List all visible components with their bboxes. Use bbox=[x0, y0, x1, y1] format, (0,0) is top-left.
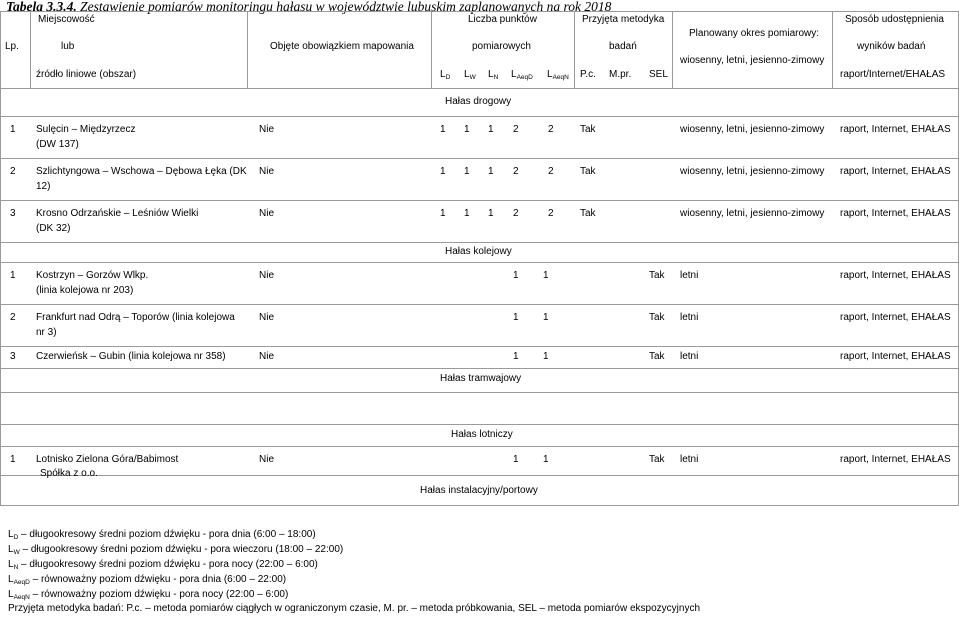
rail-row-1-place-1: Kostrzyn – Gorzów Wlkp. bbox=[36, 270, 149, 281]
col-laeqd: $L_{AeqD}$ bbox=[511, 69, 533, 81]
road-row-3-share: raport, Internet, EHAŁAS bbox=[840, 208, 951, 219]
road-row-3-ln: 1 bbox=[488, 208, 494, 219]
road-row-1-lp: 1 bbox=[10, 124, 16, 135]
road-row-3-lw: 1 bbox=[464, 208, 470, 219]
rail-row-1-laeqd: 1 bbox=[513, 270, 519, 281]
road-row-1-place-1: Sulęcin – Międzyrzecz bbox=[36, 124, 136, 135]
road-row-3-pc: Tak bbox=[580, 208, 596, 219]
header-okres-2: wiosenny, letni, jesienno-zimowy bbox=[680, 55, 825, 66]
road-row-1-share: raport, Internet, EHAŁAS bbox=[840, 124, 951, 135]
legend-method: Przyjęta metodyka badań: P.c. – metoda pomiarów ciągłych w ograniczonym czasie, M. pr. – metoda próbkowania, SEL – metoda pomiarów ekspozycyjnych bbox=[8, 603, 701, 614]
rail-row-1-share: raport, Internet, EHAŁAS bbox=[840, 270, 951, 281]
col-pc: P.c. bbox=[580, 69, 596, 80]
road-row-1-ln: 1 bbox=[488, 124, 494, 135]
section-instalacyjny: Hałas instalacyjny/portowy bbox=[420, 485, 538, 496]
col-ld: $L_D$ bbox=[440, 69, 451, 81]
header-metodyka-1: Przyjęta metodyka bbox=[582, 14, 665, 25]
road-row-3-laeqd: 2 bbox=[513, 208, 519, 219]
road-row-3-place-2: (DK 32) bbox=[36, 223, 71, 234]
road-row-2-ln: 1 bbox=[488, 166, 494, 177]
road-row-2-share: raport, Internet, EHAŁAS bbox=[840, 166, 951, 177]
rail-row-3-pc: Tak bbox=[649, 351, 665, 362]
rail-row-3-place-1: Czerwieńsk – Gubin (linia kolejowa nr 358) bbox=[36, 351, 226, 362]
rail-row-1-place-2: (linia kolejowa nr 203) bbox=[36, 285, 134, 296]
road-row-3-ld: 1 bbox=[440, 208, 446, 219]
rail-row-1-period: letni bbox=[680, 270, 699, 281]
header-metodyka-2: badań bbox=[609, 41, 637, 52]
road-row-2-map: Nie bbox=[259, 166, 275, 177]
header-liczba-1: Liczba punktów bbox=[468, 14, 537, 25]
rail-row-3-map: Nie bbox=[259, 351, 275, 362]
col-ln: $L_N$ bbox=[488, 69, 499, 81]
rail-row-2-pc: Tak bbox=[649, 312, 665, 323]
rail-row-1-pc: Tak bbox=[649, 270, 665, 281]
header-sposob-2: wyników badań bbox=[857, 41, 926, 52]
section-drogowy: Hałas drogowy bbox=[445, 96, 512, 107]
header-miejscowosc-2: lub bbox=[61, 41, 75, 52]
air-row-1-place-1: Lotnisko Zielona Góra/Babimost bbox=[36, 454, 179, 465]
rail-row-2-laeqd: 1 bbox=[513, 312, 519, 323]
rail-row-1-map: Nie bbox=[259, 270, 275, 281]
table-title-text: Zestawienie pomiarów monitoringu hałasu w województwie lubuskim zaplanowanych na rok 2018 bbox=[80, 0, 612, 14]
header-liczba-2: pomiarowych bbox=[472, 41, 531, 52]
road-row-2-place-1: Szlichtyngowa – Wschowa – Dębowa Łęka (DK bbox=[36, 166, 247, 177]
road-row-1-pc: Tak bbox=[580, 124, 596, 135]
air-row-1-period: letni bbox=[680, 454, 699, 465]
road-row-2-pc: Tak bbox=[580, 166, 596, 177]
col-mpr: M.pr. bbox=[609, 69, 632, 80]
road-row-3-lp: 3 bbox=[10, 208, 16, 219]
rail-row-3-period: letni bbox=[680, 351, 699, 362]
legend-laeqd: $L_{AeqD}$ – równoważny poziom dźwięku - pora dnia (6:00 – 22:00) bbox=[8, 574, 287, 586]
header-mapowanie: Objęte obowiązkiem mapowania bbox=[270, 41, 414, 52]
rail-row-3-laeqn: 1 bbox=[543, 351, 549, 362]
section-tramwajowy: Hałas tramwajowy bbox=[440, 373, 522, 384]
header-okres-1: Planowany okres pomiarowy: bbox=[689, 28, 820, 39]
col-lw: $L_W$ bbox=[464, 69, 476, 81]
road-row-2-period: wiosenny, letni, jesienno-zimowy bbox=[680, 166, 825, 177]
rail-row-2-laeqn: 1 bbox=[543, 312, 549, 323]
road-row-3-map: Nie bbox=[259, 208, 275, 219]
road-row-2-place-2: 12) bbox=[36, 181, 51, 192]
air-row-1-share: raport, Internet, EHAŁAS bbox=[840, 454, 951, 465]
air-row-1-lp: 1 bbox=[10, 454, 16, 465]
table-title bbox=[6, 0, 611, 14]
legend-ln: $L_N$ – długookresowy średni poziom dźwięku - pora nocy (22:00 – 6:00) bbox=[8, 559, 318, 571]
air-row-1-laeqd: 1 bbox=[513, 454, 519, 465]
section-kolejowy: Hałas kolejowy bbox=[445, 246, 512, 257]
road-row-1-laeqn: 2 bbox=[548, 124, 554, 135]
header-sposob-1: Sposób udostępnienia bbox=[845, 14, 944, 25]
air-row-1-place-2: Spółka z o.o. bbox=[40, 468, 98, 479]
header-miejscowosc-3: źródło liniowe (obszar) bbox=[36, 69, 137, 80]
rail-row-2-period: letni bbox=[680, 312, 699, 323]
header-miejscowosc-1: Miejscowość bbox=[38, 14, 95, 25]
rail-row-2-map: Nie bbox=[259, 312, 275, 323]
road-row-1-map: Nie bbox=[259, 124, 275, 135]
rail-row-3-share: raport, Internet, EHAŁAS bbox=[840, 351, 951, 362]
table-title-prefix: Tabela 3.3.4. bbox=[6, 0, 77, 14]
road-row-1-ld: 1 bbox=[440, 124, 446, 135]
header-sposob-3: raport/Internet/EHAŁAS bbox=[840, 69, 946, 80]
rail-row-1-lp: 1 bbox=[10, 270, 16, 281]
legend-lw: $L_W$ – długookresowy średni poziom dźwięku - pora wieczoru (18:00 – 22:00) bbox=[8, 544, 344, 556]
road-row-1-laeqd: 2 bbox=[513, 124, 519, 135]
rail-row-3-lp: 3 bbox=[10, 351, 16, 362]
road-row-2-laeqd: 2 bbox=[513, 166, 519, 177]
rail-row-3-laeqd: 1 bbox=[513, 351, 519, 362]
section-lotniczy: Hałas lotniczy bbox=[451, 429, 513, 440]
air-row-1-pc: Tak bbox=[649, 454, 665, 465]
rail-row-2-place-2: nr 3) bbox=[36, 327, 57, 338]
legend-ld: $L_D$ – długookresowy średni poziom dźwięku - pora dnia (6:00 – 18:00) bbox=[8, 529, 316, 541]
road-row-2-lp: 2 bbox=[10, 166, 16, 177]
road-row-2-ld: 1 bbox=[440, 166, 446, 177]
air-row-1-laeqn: 1 bbox=[543, 454, 549, 465]
col-sel: SEL bbox=[649, 69, 668, 80]
rail-row-2-share: raport, Internet, EHAŁAS bbox=[840, 312, 951, 323]
air-row-1-map: Nie bbox=[259, 454, 275, 465]
road-row-2-laeqn: 2 bbox=[548, 166, 554, 177]
rail-row-1-laeqn: 1 bbox=[543, 270, 549, 281]
road-row-1-period: wiosenny, letni, jesienno-zimowy bbox=[680, 124, 825, 135]
road-row-1-place-2: (DW 137) bbox=[36, 139, 79, 150]
road-row-3-period: wiosenny, letni, jesienno-zimowy bbox=[680, 208, 825, 219]
road-row-3-place-1: Krosno Odrzańskie – Leśniów Wielki bbox=[36, 208, 199, 219]
rail-row-2-lp: 2 bbox=[10, 312, 16, 323]
road-row-2-lw: 1 bbox=[464, 166, 470, 177]
legend-laeqn: $L_{AeqN}$ – równoważny poziom dźwięku - pora nocy (22:00 – 6:00) bbox=[8, 589, 289, 601]
col-laeqn: $L_{AeqN}$ bbox=[547, 69, 569, 81]
road-row-1-lw: 1 bbox=[464, 124, 470, 135]
road-row-3-laeqn: 2 bbox=[548, 208, 554, 219]
header-lp: Lp. bbox=[5, 41, 19, 52]
rail-row-2-place-1: Frankfurt nad Odrą – Toporów (linia kolejowa bbox=[36, 312, 235, 323]
